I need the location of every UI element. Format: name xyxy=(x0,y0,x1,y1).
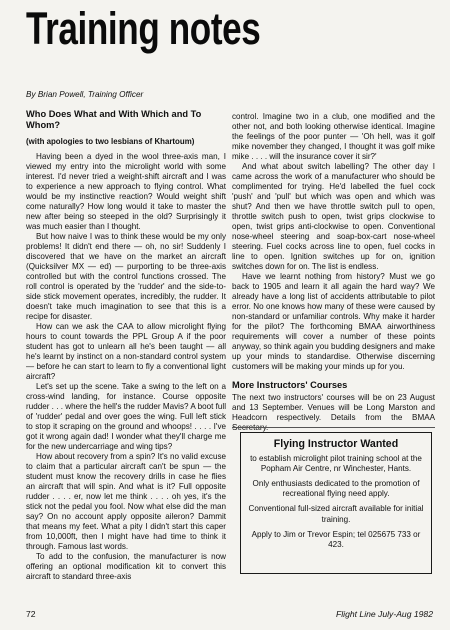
courses-heading: More Instructors' Courses xyxy=(232,380,348,390)
advert-line: Only enthusiasts dedicated to the promotion of recreational flying need apply. xyxy=(252,479,420,499)
advert-contact: Apply to Jim or Trevor Espin; tel 025675 733 or 423. xyxy=(251,529,421,549)
advert-line: Conventional full-sized aircraft available for initial training. xyxy=(248,504,424,524)
apology-subhead: (with apologies to two lesbians of Khartoum) xyxy=(26,137,195,146)
paragraph: How about recovery from a spin? It's no valid excuse to claim that a particular aircraft can't be spun — the student must know the recovery drills in case he flies an aircraft that will spin. And what is it? Full opposite rudder . . . . er, now let me think . . . . oh yes, it's the stick not the pedal you fool. Now what else did the man say? On no account apply opposite aileron? Dammit that means my feet. What a pity I didn't start this caper from 10,000ft, then I might have had time to think it through. Famous last words. xyxy=(26,452,226,551)
publication-footer: Flight Line July-Aug 1982 xyxy=(336,609,433,619)
paragraph: To add to the confusion, the manufacturer is now offering an optional modification kit to convert this aircraft to standard three-axis xyxy=(26,552,226,581)
right-column xyxy=(232,112,435,433)
paragraph: How can we ask the CAA to allow microlight flying hours to count towards the PPL Group A if the poor student has got to unlearn all he's been taught — all he's learnt by instinct on a non-standard control system — before he can start to learn to fly a conventional light aircraft? xyxy=(26,322,226,381)
paragraph: Having been a dyed in the wool three-axis man, I viewed my entry into the microlight world with some interest. I'd never tried a weight-shift aircraft and I was to experience a new approach to flying control. What would be my instinctive reaction? Would weight shift come naturally? How long would it take to master the new after being so steeped in the old? Surprisingly it was much easier than I thought. xyxy=(26,152,226,231)
article-heading: Who Does What and With Which and To Whom? xyxy=(26,109,202,130)
paragraph: And what about switch labelling? The other day I came across the work of a manufacturer who should be complimented for trying. He'd labelled the fuel cock 'push' and 'pull' but which was open and which was shut? And then we have throttle switch pull to open, throttle switch push to open, twist grips clockwise to open, twist grips anti-clockwise to open. Conventional nose-wheel steering and soap-box-cart nose-wheel steering. Fuel cocks across line to open, fuel cocks in line to open. Ignition switches up for on, ignition switches down for on. The list is endless. xyxy=(232,162,435,271)
advert-title: Flying Instructor Wanted xyxy=(273,438,399,450)
page-number: 72 xyxy=(26,609,36,619)
paragraph: Have we learnt nothing from history? Must we go back to 1905 and learn it all again the hard way? We already have a long list of accidents attributable to pilot error. No one knows how many of these were caused by non-standard or unfamiliar controls. Why make it harder for the pilot? The forthcoming BMAA airworthiness requirements will cover a number of these points anyway, so think again you budding designers and make up your minds to standardise. Otherwise discerning customers will be making your minds up for you. xyxy=(232,272,435,371)
courses-text: The next two instructors' courses will be on 23 August and 13 September. Venues will be Long Marston and Headcorn respectively. Details from the BMAA xyxy=(232,393,435,422)
job-advert-box xyxy=(240,432,432,574)
advert-line: to establish microlight pilot training school at the Popham Air Centre, nr Winchester, Hants. xyxy=(250,454,422,474)
byline: By Brian Powell, Training Officer xyxy=(26,90,144,99)
paragraph: But how naive I was to think these would be my only problems! It didn't end there — oh, no sir! Suddenly I discovered that we have on the market an aircraft (Quicksilver MX — ed) — purporting to be three-axis controlled but with the control functions crossed. The roll control is operated by the 'rudder' and the side-to-side stick movement operates, incredibly, the rudder. It doesn't take much imagination to see that this is a recipe for disaster. xyxy=(26,232,226,321)
left-column xyxy=(26,90,226,582)
divider xyxy=(232,427,435,428)
paragraph: control. Imagine two in a club, one modified and the other not, and both looking otherwise identical. Imagine the feelings of the poor punter — 'Oh hell, was it golf mike november they changed, I thought it was golf mike mike . . . . will the insurance cover it sir?' xyxy=(232,112,435,161)
paragraph: Let's set up the scene. Take a swing to the left on a cross-wind landing, for instance. Course opposite rudder . . . where the hell's the rudder Mavis? A boot full of 'rudder' pedal and over goes the wing. Full left stick to stop it scraping on the ground and whoops! . . . . I've got it wrong again dad! I wonder what they'll charge me for the new undercarriage and wing tips? xyxy=(26,382,226,451)
page-title: Training notes xyxy=(26,3,261,54)
